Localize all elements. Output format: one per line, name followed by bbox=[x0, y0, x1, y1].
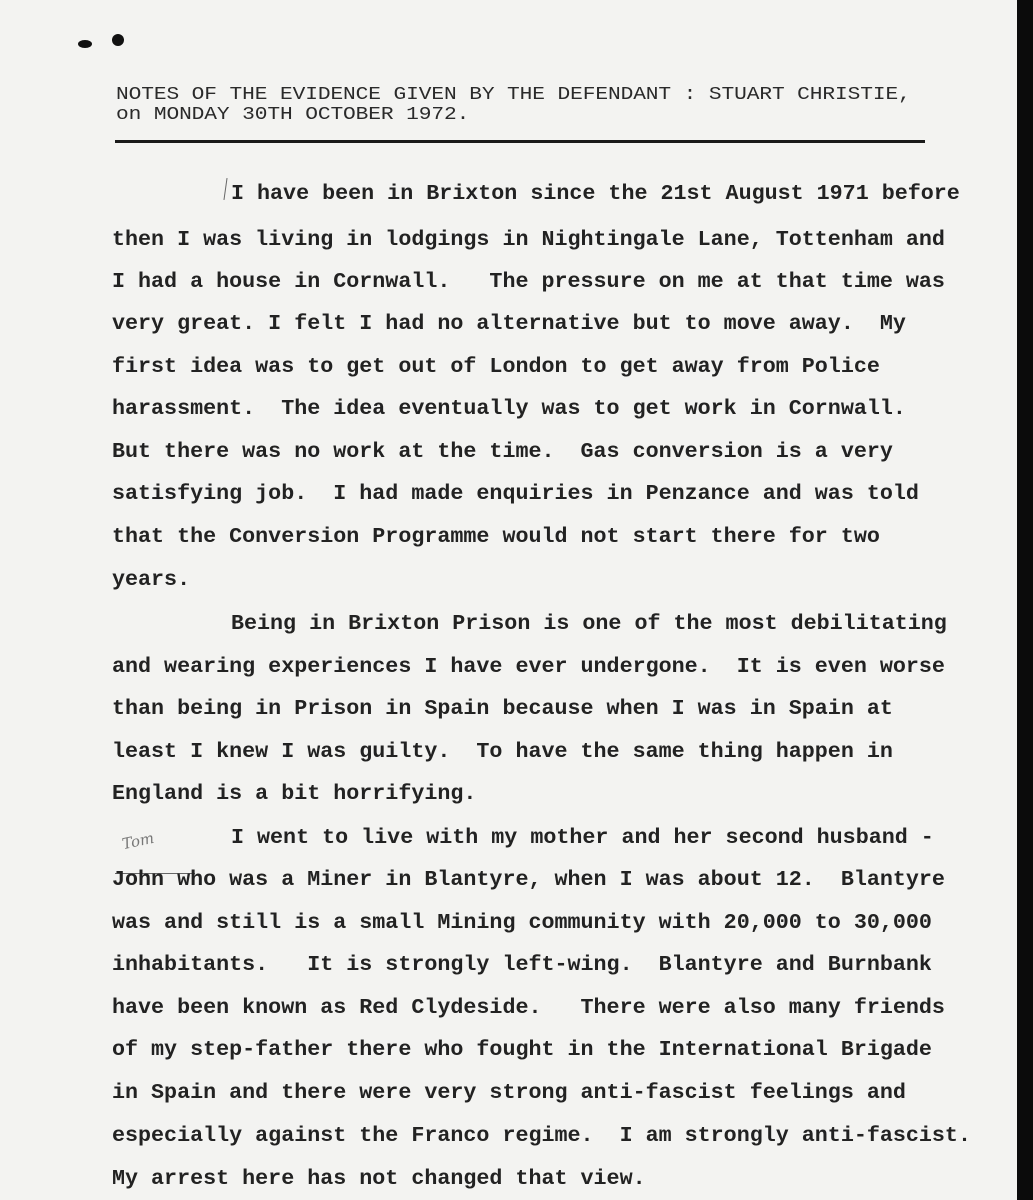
text-line: I have been in Brixton since the 21st August 1971 before bbox=[231, 181, 960, 206]
text-line: But there was no work at the time. Gas conversion is a very bbox=[112, 439, 893, 464]
title-underline bbox=[115, 140, 925, 143]
pencil-mark bbox=[223, 178, 227, 200]
text-line: years. bbox=[112, 567, 191, 592]
text-line: inhabitants. It is strongly left-wing. Blantyre and Burnbank bbox=[112, 952, 932, 977]
text-line: especially against the Franco regime. I am strongly anti-fascist. bbox=[112, 1123, 971, 1148]
text-line: have been known as Red Clydeside. There were also many friends bbox=[112, 995, 945, 1020]
text-line: of my step-father there who fought in the International Brigade bbox=[112, 1037, 932, 1062]
text-line: very great. I felt I had no alternative but to move away. My bbox=[112, 311, 906, 336]
text-line: then I was living in lodgings in Nightingale Lane, Tottenham and bbox=[112, 227, 945, 252]
text-line: I had a house in Cornwall. The pressure on me at that time was bbox=[112, 269, 945, 294]
text-line: and wearing experiences I have ever undergone. It is even worse bbox=[112, 654, 945, 679]
document-title: NOTES OF THE EVIDENCE GIVEN BY THE DEFENDANT : STUART CHRISTIE, bbox=[116, 84, 911, 105]
handwritten-annotation: Tom bbox=[120, 828, 156, 854]
text-line: My arrest here has not changed that view. bbox=[112, 1166, 646, 1191]
document-subtitle: on MONDAY 30TH OCTOBER 1972. bbox=[116, 104, 470, 125]
text-line: in Spain and there were very strong anti-fascist feelings and bbox=[112, 1080, 906, 1105]
text-line: least I knew I was guilty. To have the same thing happen in bbox=[112, 739, 893, 764]
text-line: than being in Prison in Spain because when I was in Spain at bbox=[112, 696, 893, 721]
ink-blot bbox=[112, 34, 124, 46]
text-line: John who was a Miner in Blantyre, when I was about 12. Blantyre bbox=[112, 867, 945, 892]
text-line: England is a bit horrifying. bbox=[112, 781, 477, 806]
text-line: was and still is a small Mining community with 20,000 to 30,000 bbox=[112, 910, 932, 935]
ink-blot bbox=[78, 40, 92, 48]
text-line: I went to live with my mother and her second husband - bbox=[231, 825, 934, 850]
text-line: that the Conversion Programme would not start there for two bbox=[112, 524, 880, 549]
text-line: first idea was to get out of London to get away from Police bbox=[112, 354, 880, 379]
scan-edge bbox=[1017, 0, 1033, 1200]
text-line: Being in Brixton Prison is one of the most debilitating bbox=[231, 611, 947, 636]
text-line: satisfying job. I had made enquiries in Penzance and was told bbox=[112, 481, 919, 506]
text-line: harassment. The idea eventually was to get work in Cornwall. bbox=[112, 396, 906, 421]
